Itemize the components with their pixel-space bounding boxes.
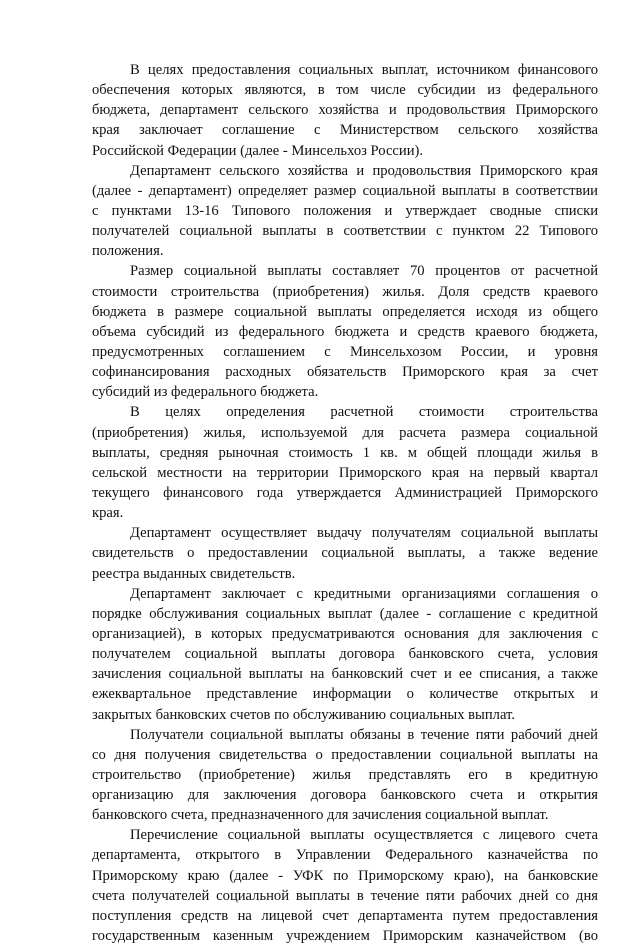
text-line: свидетельств о предоставлении социальной выплаты, а также ведение	[92, 545, 598, 562]
text-line: Департамент осуществляет выдачу получателям социальной выплаты	[130, 525, 598, 542]
text-line: со дня получения свидетельства о предоставлении социальной выплаты на	[92, 746, 598, 763]
text-line: Департамент сельского хозяйства и продовольствия Приморского края	[130, 162, 598, 179]
paragraph	[92, 725, 598, 826]
text-line: порядке обслуживания социальных выплат (далее - соглашение с кредитной	[92, 605, 598, 622]
text-line: (далее - департамент) определяет размер социальной выплаты в соответствии	[92, 182, 598, 199]
text-line: банковского счета, предназначенного для зачисления социальной выплат.	[92, 807, 549, 824]
text-line: обеспечения которых являются, в том числе субсидии из федерального	[92, 82, 598, 99]
text-line: софинансирования расходных обязательств Приморского края за счет	[92, 364, 598, 381]
text-line: реестра выданных свидетельств.	[92, 565, 296, 582]
paragraph	[92, 261, 598, 402]
text-line: получателем социальной выплаты договора банковского счета, условия	[92, 646, 598, 663]
document-body	[92, 60, 598, 946]
paragraph	[92, 60, 598, 161]
paragraph	[92, 402, 598, 523]
text-line: В целях предоставления социальных выплат, источником финансового	[130, 62, 598, 78]
text-line: департамента, открытого в Управлении Федерального казначейства по	[92, 847, 598, 864]
text-line: счета получателей социальной выплаты в течение пяти рабочих дней со дня	[92, 887, 598, 904]
text-line: положения.	[92, 243, 164, 260]
text-line: сельской местности на территории Приморского края на первый квартал	[92, 464, 598, 481]
text-line: с пунктами 13-16 Типового положения и утверждает сводные списки	[92, 202, 598, 219]
paragraph	[92, 584, 598, 725]
text-line: выплаты, средняя рыночная стоимость 1 кв. м общей площади жилья в	[92, 444, 598, 461]
text-line: (приобретения) жилья, используемой для расчета размера социальной	[92, 424, 598, 441]
text-line: стоимости строительства (приобретения) жилья. Доля средств краевого	[92, 283, 598, 300]
text-line: бюджета в размере социальной выплаты определяется исходя из общего	[92, 303, 598, 320]
text-line: бюджета, департамент сельского хозяйства и продовольствия Приморского	[92, 102, 598, 119]
text-line: края.	[92, 505, 124, 522]
text-line: Приморскому краю (далее - УФК по Приморскому краю), на банковские	[92, 867, 598, 884]
text-line: организацией), в которых предусматриваются основания для заключения с	[92, 625, 598, 642]
text-line: Перечисление социальной выплаты осуществляется с лицевого счета	[130, 827, 598, 844]
text-line: Размер социальной выплаты составляет 70 процентов от расчетной	[130, 263, 598, 280]
text-line: государственным казенным учреждением Приморским казначейством (во	[92, 928, 598, 945]
text-line: предусмотренных соглашением с Минсельхозом России, и уровня	[92, 343, 598, 360]
text-line: зачисления социальной выплаты на банковский счет и ее списания, а также	[92, 666, 598, 683]
text-line: объема субсидий из федерального бюджета и средств краевого бюджета,	[92, 323, 598, 340]
text-line: получателей социальной выплаты в соответствии с пунктом 22 Типового	[92, 223, 598, 240]
text-line: строительство (приобретение) жилья представлять его в кредитную	[92, 766, 598, 783]
text-line: Российской Федерации (далее - Минсельхоз России).	[92, 142, 424, 159]
text-line: Получатели социальной выплаты обязаны в течение пяти рабочий дней	[130, 726, 598, 743]
text-line: поступления средств на лицевой счет департамента путем предоставления	[92, 907, 598, 924]
text-line: текущего финансового года утверждается Администрацией Приморского	[92, 484, 598, 501]
paragraph	[92, 161, 598, 262]
paragraph	[92, 523, 598, 583]
paragraph	[92, 825, 598, 946]
text-line: организацию для заключения договора банковского счета и открытия	[92, 787, 598, 804]
text-line: субсидий из федерального бюджета.	[92, 384, 319, 401]
text-line: закрытых банковских счетов по обслуживанию социальных выплат.	[92, 706, 515, 723]
text-line: Департамент заключает с кредитными организациями соглашения о	[130, 585, 598, 602]
text-line: В целях определения расчетной стоимости строительства	[130, 404, 598, 421]
text-line: ежеквартальное представление информации о количестве открытых и	[92, 686, 598, 703]
text-line: края заключает соглашение с Министерством сельского хозяйства	[92, 122, 598, 139]
